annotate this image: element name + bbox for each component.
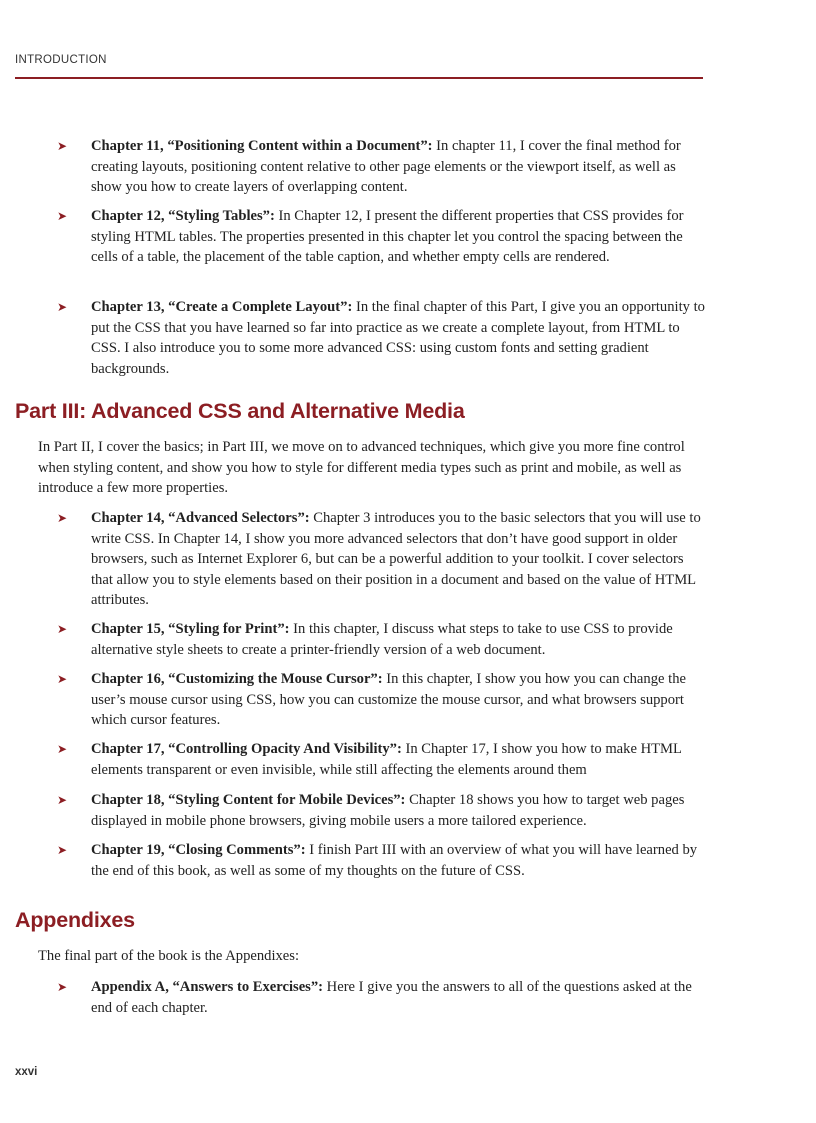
arrow-bullet-icon: ➤ <box>57 793 68 807</box>
list-item-text: In chapter 11, I cover the final method for creating layouts, positioning content relative to other page elements or the viewport itself, as well as show you how to create layers of overlapping content. <box>91 138 681 196</box>
arrow-bullet-icon: ➤ <box>57 980 68 994</box>
list-item-lead: Chapter 17, “Controlling Opacity And Visibility”: <box>91 741 402 757</box>
appendixes-intro-paragraph: The final part of the book is the Appendixes: <box>38 948 300 964</box>
arrow-bullet-icon: ➤ <box>57 843 68 857</box>
list-item-lead: Chapter 12, “Styling Tables”: <box>91 208 275 224</box>
list-item-lead: Appendix A, “Answers to Exercises”: <box>91 979 324 995</box>
list-item-chapter-11 <box>57 136 705 198</box>
running-head: INTRODUCTION <box>15 54 107 66</box>
arrow-bullet-icon: ➤ <box>57 672 68 686</box>
list-item-text: Here I give you the answers to all of the questions asked at the end of each chapter. <box>91 979 692 1016</box>
list-item-text: In Chapter 12, I present the different properties that CSS provides for styling HTML tables. The properties presented in this chapter let you control the spacing between the cells of a table, the placement of the table caption, and whether empty cells are rendered. <box>91 208 684 266</box>
list-item-lead: Chapter 11, “Positioning Content within a Document”: <box>91 138 433 154</box>
list-item-lead: Chapter 16, “Customizing the Mouse Cursor”: <box>91 671 383 687</box>
list-item-chapter-18 <box>57 790 705 831</box>
list-item-chapter-16 <box>57 669 705 731</box>
list-item-lead: Chapter 18, “Styling Content for Mobile Devices”: <box>91 792 406 808</box>
arrow-bullet-icon: ➤ <box>57 622 68 636</box>
list-item-chapter-14 <box>57 508 705 611</box>
part-3-intro-paragraph: In Part II, I cover the basics; in Part III, we move on to advanced techniques, which give you more fine control when styling content, and show you how to style for different media types such as print and mobile, as well as introduce a few more properties. <box>38 439 685 497</box>
list-item-chapter-15 <box>57 619 705 660</box>
arrow-bullet-icon: ➤ <box>57 511 68 525</box>
arrow-bullet-icon: ➤ <box>57 742 68 756</box>
list-item-chapter-17 <box>57 739 705 780</box>
arrow-bullet-icon: ➤ <box>57 139 68 153</box>
list-item-text: In this chapter, I show you how you can change the user’s mouse cursor using CSS, how you can customize the mouse cursor, and what browsers support which cursor features. <box>91 671 686 729</box>
list-item-text: In this chapter, I discuss what steps to take to use CSS to provide alternative style sheets to create a printer-friendly version of a web document. <box>91 621 673 658</box>
section-heading-appendixes: Appendixes <box>15 908 135 932</box>
list-item-chapter-12 <box>57 206 705 268</box>
arrow-bullet-icon: ➤ <box>57 300 68 314</box>
section-heading-part-3: Part III: Advanced CSS and Alternative Media <box>15 399 465 423</box>
list-item-appendix-a <box>57 977 705 1018</box>
page-number: xxvi <box>15 1066 38 1078</box>
list-item-lead: Chapter 14, “Advanced Selectors”: <box>91 510 310 526</box>
list-item-chapter-13 <box>57 297 705 379</box>
list-item-text: In Chapter 17, I show you how to make HTML elements transparent or even invisible, while still affecting the elements around them <box>91 741 682 778</box>
list-item-text: Chapter 18 shows you how to target web pages displayed in mobile phone browsers, giving mobile users a more tailored experience. <box>91 792 685 829</box>
list-item-lead: Chapter 15, “Styling for Print”: <box>91 621 290 637</box>
arrow-bullet-icon: ➤ <box>57 209 68 223</box>
list-item-lead: Chapter 13, “Create a Complete Layout”: <box>91 299 353 315</box>
header-rule <box>15 77 703 79</box>
list-item-chapter-19 <box>57 840 705 881</box>
list-item-text: I finish Part III with an overview of what you will have learned by the end of this book, as well as some of my thoughts on the future of CSS. <box>91 842 698 879</box>
list-item-text: In the final chapter of this Part, I give you an opportunity to put the CSS that you have learned so far into practice as we create a complete layout, from HTML to CSS. I also introduce you to some more advanced CSS: using custom fonts and setting gradient backgrounds. <box>91 299 705 377</box>
list-item-text: Chapter 3 introduces you to the basic selectors that you will use to write CSS. In Chapter 14, I show you more advanced selectors that don’t have good support in older browsers, such as Internet Explorer 6, but can be a powerful addition to your toolkit. I cover selectors that allow you to style elements based on their position in a document and based on the value of HTML attributes. <box>91 510 701 609</box>
list-item-lead: Chapter 19, “Closing Comments”: <box>91 842 306 858</box>
